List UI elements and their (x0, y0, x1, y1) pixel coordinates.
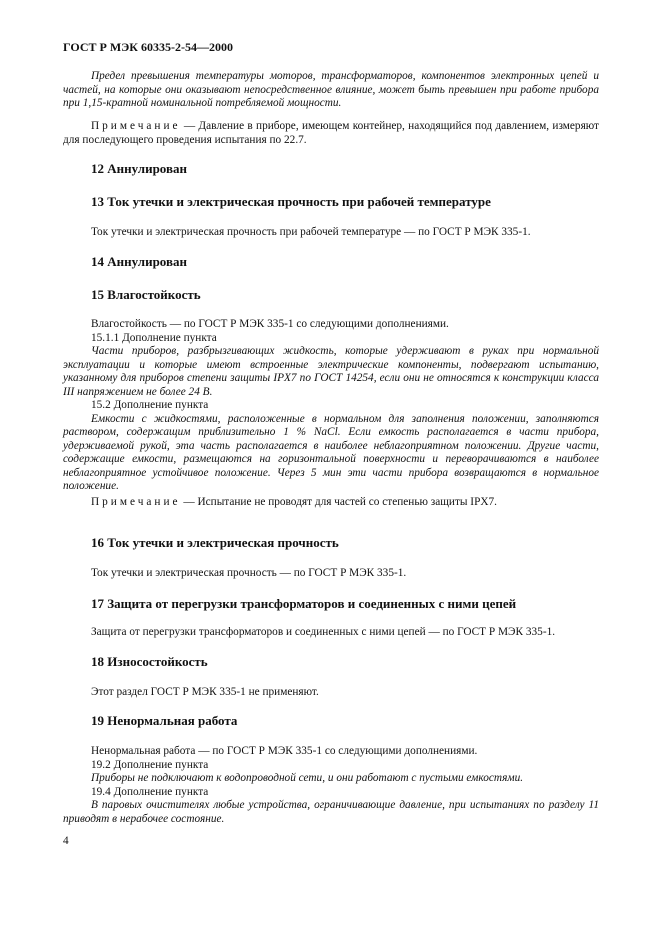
section-18-text: Этот раздел ГОСТ Р МЭК 335-1 не применяют. (91, 686, 319, 698)
clause-15-1-1: 15.1.1 Дополнение пункта (91, 331, 217, 344)
clause-15-1-1-text: Части приборов, разбрызгивающих жидкость, которые удерживают в руках при нормальной эксплуатации и которые имеют встроенные электрические компоненты, подвергают испытанию, указанному для приборов степени защиты IPX7 по ГОСТ 14254, если они не относятся к конструкции класса III напряжением не более 24 В. (63, 345, 599, 398)
note-label: Примечание (91, 496, 181, 508)
section-18-heading: 18 Износостойкость (91, 654, 208, 669)
clause-15-2: 15.2 Дополнение пункта (91, 399, 209, 411)
section-16-text: Ток утечки и электрическая прочность — по ГОСТ Р МЭК 335-1. (91, 567, 407, 579)
section-19-body (63, 745, 599, 826)
section-16-heading: 16 Ток утечки и электрическая прочность (91, 535, 339, 550)
section-17-heading: 17 Защита от перегрузки трансформаторов и соединенных с ними цепей (91, 596, 517, 611)
clause-19-4: 19.4 Дополнение пункта (91, 785, 209, 798)
clause-19-4-text: В паровых очистителях любые устройства, ограничивающие давление, при испытаниях по разделу 11 приводят в нерабочее состояние. (63, 799, 599, 825)
clause-19-2: 19.2 Дополнение пункта (91, 758, 209, 771)
section-14-heading: 14 Аннулирован (91, 254, 187, 269)
section-19-text: Ненормальная работа — по ГОСТ Р МЭК 335-1 со следующими дополнениями. (91, 745, 478, 757)
section-17-text: Защита от перегрузки трансформаторов и соединенных с ними цепей — по ГОСТ Р МЭК 335-1. (91, 626, 556, 638)
note-2-text: — Испытание не проводят для частей со степенью защиты IPX7. (180, 496, 497, 508)
clause-19-2-text: Приборы не подключают к водопроводной сети, и они работают с пустыми емкостями. (91, 772, 524, 784)
intro-paragraph: Предел превышения температуры моторов, трансформаторов, компонентов электронных цепей и частей, на которые они оказывают непосредственное влияние, может быть превышен при работе прибора при 1,15-кратной номинальной потребляемой мощности. (63, 70, 599, 109)
section-15-text: Влагостойкость — по ГОСТ Р МЭК 335-1 со следующими дополнениями. (91, 318, 449, 330)
section-13-heading: 13 Ток утечки и электрическая прочность при рабочей температуре (91, 194, 491, 209)
section-15-body (63, 318, 599, 494)
section-13-text: Ток утечки и электрическая прочность при рабочей температуре — по ГОСТ Р МЭК 335-1. (91, 226, 531, 238)
section-12-heading: 12 Аннулирован (91, 161, 187, 176)
clause-15-2-text: Емкости с жидкостями, расположенные в нормальном для заполнения положении, заполняются раствором, содержащим приблизительно 1 % NaCl. Если емкость располагается в части прибора, удерживаемой рукой, эта часть располагается в наиболее неблагоприятном положении. Другие части, содержащие емкости, размещаются на горизонтальной поверхности и переворачиваются в наиболее неблагоприятное устойчивое положение. Через 5 мин эти части прибора возвращаются в нормальное положение. (63, 412, 599, 492)
section-19-heading: 19 Ненормальная работа (91, 713, 238, 728)
note-1-text: — Давление в приборе, имеющем контейнер, находящийся под давлением, измеряют для последующего проведения испытания по 22.7. (63, 120, 599, 146)
note-2 (63, 496, 599, 510)
page-number: 4 (63, 835, 69, 847)
document-header: ГОСТ Р МЭК 60335-2-54—2000 (63, 40, 233, 54)
note-1 (63, 120, 599, 147)
section-15-heading: 15 Влагостойкость (91, 287, 201, 302)
note-label: Примечание (91, 120, 181, 132)
